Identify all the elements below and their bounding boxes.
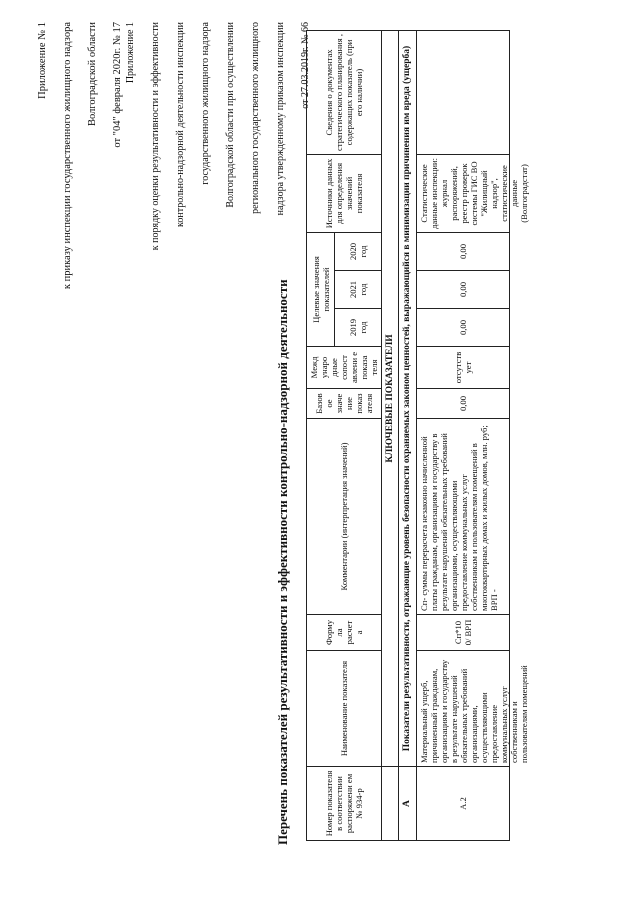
row-base-value: 0,00 [417, 389, 510, 419]
group-a-title: Показатели результативности, отражающие уровень безопасности охраняемых законом ценностей, выражающийся в минимизации причинения им вреда (ущерба) [399, 30, 417, 766]
row-value-2020: 0,00 [417, 232, 510, 270]
appendix-2-line-7: надзора утвержденному приказом инспекции [274, 22, 286, 216]
appendix-2-line-8: от 27.03.2019г. № 66 [299, 22, 311, 109]
appendix-2-line-3: контрольно-надзорной деятельности инспекции [174, 22, 186, 227]
header-target-values: Целевые значения показателей [307, 232, 335, 346]
row-name-cell [417, 651, 529, 767]
row-sources-cell [417, 154, 529, 232]
appendix-1-line-4: от "04" февраля 2020г. № 17 [111, 22, 123, 148]
header-year-2021: 2021 год [335, 271, 382, 309]
appendix-1-line-2: к приказу инспекции государственного жилищного надзора [61, 22, 73, 290]
row-name: Материальный ущерб, причиненный гражданам, организациям и государству в результате нарушений обязательных требований организациями, осуществляющими предоставление коммунальных услуг собственникам и пользователям помещений [419, 659, 529, 763]
indicators-table [306, 30, 529, 841]
row-sources: Статистические данные инспекции: журнал распоряжений, реестр проверок системы ГИС ВО "Жилищный надзор", статистические данные (Волгоградстат) [419, 158, 529, 229]
appendix-2-line-2: к порядку оценки результативности и эффективности [149, 22, 161, 251]
header-strategic-docs: Сведения о документах стратегического планирования , содержащих показатель (при его наличии) [307, 30, 382, 154]
appendix-2-block [112, 22, 325, 250]
header-base-value: Базов ое значе ние показ ателя [307, 389, 382, 419]
appendix-1-line-1: Приложение № 1 [36, 22, 48, 99]
row-formula: Сп*10 0/ ВРП [417, 615, 510, 651]
group-a-row [399, 30, 417, 840]
table-row [417, 30, 510, 840]
key-indicators-row [382, 30, 399, 840]
header-comments: Комментарии (интерпретация значений) [307, 419, 382, 615]
header-year-2020: 2020 год [335, 232, 382, 270]
header-international: Межд унаро дные сопост авлени е показа теля [307, 347, 382, 389]
row-value-2019: 0,00 [417, 309, 510, 347]
header-year-2019: 2019 год [335, 309, 382, 347]
row-comments-cell [417, 419, 510, 615]
appendix-2-line-4: государственного жилищного надзора [199, 22, 211, 185]
appendix-1-line-3: Волгоградской области [86, 22, 98, 127]
key-indicators-heading: КЛЮЧЕВЫЕ ПОКАЗАТЕЛИ [382, 30, 399, 766]
header-row [307, 30, 335, 840]
header-number: Номер показателя в соответствии распоряжени ем № 934-р [307, 767, 382, 841]
appendix-2-line-1: Приложение 1 [124, 22, 136, 84]
header-formula: Форму ла расчет а [307, 615, 382, 651]
row-comments: Сп- суммы перерасчета незаконно начисленной платы гражданам, организациям и государству в результате нарушений обязательных требований организациями, осуществляющими предоставление коммунальных услуг собственникам и пользователям помещений в многоквартирных домах и жилых домов, млн. руб; ВРП - [419, 425, 499, 611]
row-strategic-docs [417, 30, 510, 154]
group-a-letter: А [399, 767, 417, 841]
header-name: Наименование показателя [307, 651, 382, 767]
document-title: Перечень показателей результативности и эффективности контрольно-надзорной деятельности [275, 279, 290, 845]
appendix-2-line-5: Волгоградской области при осуществлении [224, 22, 236, 208]
row-international: отсутств ует [417, 347, 510, 389]
header-sources: Источники данных для определения значений показателя [307, 154, 382, 232]
row-value-2021: 0,00 [417, 271, 510, 309]
row-number: А.2 [417, 767, 510, 841]
appendix-2-line-6: регионального государственного жилищного [249, 22, 261, 214]
